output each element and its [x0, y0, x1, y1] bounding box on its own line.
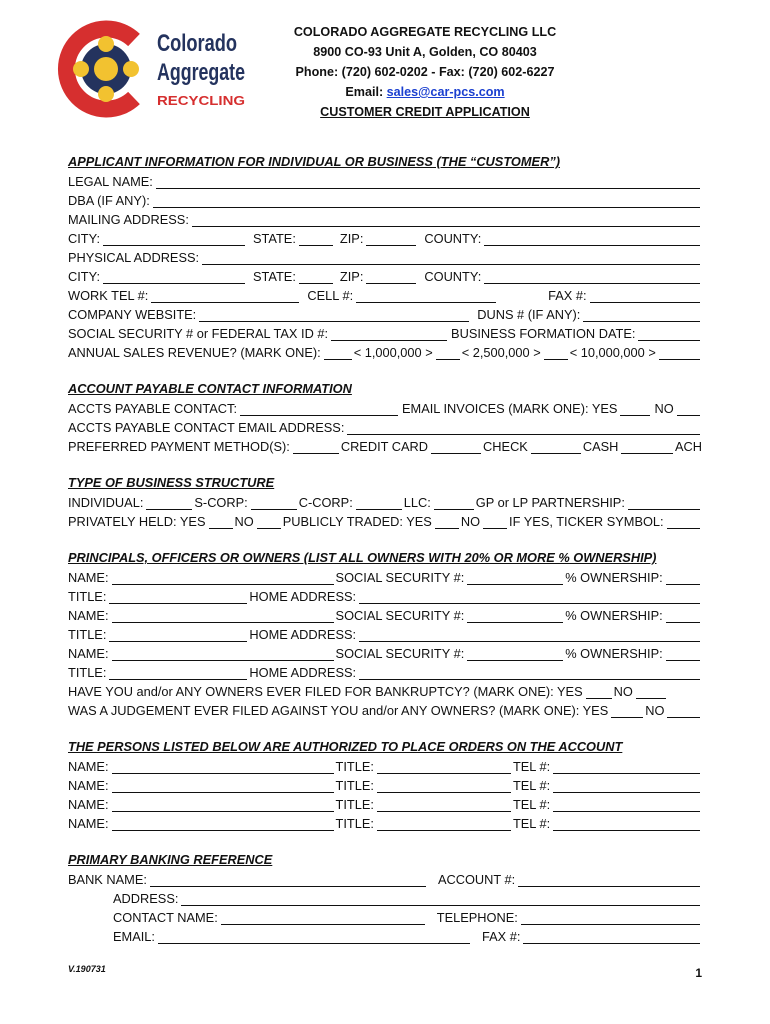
individual-field[interactable] [146, 496, 192, 510]
mailing-address-field[interactable] [192, 213, 700, 227]
logo-gold-dot-left [73, 61, 89, 77]
principal-3-name-field[interactable] [112, 647, 334, 661]
email-invoices-no-field[interactable] [677, 402, 700, 416]
credit-card-field[interactable] [293, 440, 339, 454]
ach-label: ACH [674, 439, 702, 454]
payment-method-label: PREFERRED PAYMENT METHOD(S): [68, 439, 290, 454]
public-no-field[interactable] [483, 515, 507, 529]
judgement-no-label: NO [645, 703, 665, 718]
authorized-name-label: NAME: [68, 797, 109, 812]
revenue-option-2: < 2,500,000 > [461, 345, 541, 360]
mailing-zip-field[interactable] [366, 232, 416, 246]
judgement-label: WAS A JUDGEMENT EVER FILED AGAINST YOU and/or ANY OWNERS? (MARK ONE): YES [68, 703, 609, 718]
logo-text-recycling: RECYCLING [157, 93, 245, 108]
dba-label: DBA (IF ANY): [68, 193, 150, 208]
private-yes-field[interactable] [209, 515, 233, 529]
bankruptcy-label: HAVE YOU and/or ANY OWNERS EVER FILED FOR BANKRUPTCY? (MARK ONE): YES [68, 684, 583, 699]
bank-name-label: BANK NAME: [68, 872, 147, 887]
authorized-3-tel-field[interactable] [553, 798, 700, 812]
work-tel-field[interactable] [151, 289, 299, 303]
authorized-4-row [68, 813, 702, 832]
logo-graphic [56, 18, 252, 118]
structure-heading: TYPE OF BUSINESS STRUCTURE [68, 475, 275, 490]
company-name: COLORADO AGGREGATE RECYCLING LLC [293, 25, 557, 39]
authorized-1-title-field[interactable] [377, 760, 511, 774]
cell-label: CELL #: [307, 288, 354, 303]
authorized-2-tel-field[interactable] [553, 779, 700, 793]
cell-field[interactable] [356, 289, 496, 303]
bank-account-label: ACCOUNT #: [437, 872, 516, 887]
logo-gold-dot-right [123, 61, 139, 77]
authorized-tel-label: TEL #: [512, 797, 551, 812]
state-label: STATE: [253, 231, 296, 246]
principal-3-ssn-field[interactable] [467, 647, 563, 661]
bank-email-field[interactable] [158, 930, 470, 944]
physical-zip-field[interactable] [366, 270, 416, 284]
principal-ssn-label: SOCIAL SECURITY #: [335, 570, 465, 585]
company-header [270, 22, 580, 122]
formation-date-label: BUSINESS FORMATION DATE: [451, 326, 636, 341]
principal-2-title-field[interactable] [109, 628, 247, 642]
mailing-address-label: MAILING ADDRESS: [68, 212, 189, 227]
bank-fax-label: FAX #: [481, 929, 521, 944]
physical-state-field[interactable] [299, 270, 333, 284]
tax-id-row [68, 323, 702, 342]
duns-field[interactable] [583, 308, 700, 322]
logo-gold-dot-bottom [98, 86, 114, 102]
public-yes-field[interactable] [435, 515, 459, 529]
check-field[interactable] [431, 440, 481, 454]
authorized-2-name-field[interactable] [112, 779, 334, 793]
bank-contact-field[interactable] [221, 911, 425, 925]
ownership-type-row [68, 511, 702, 530]
authorized-heading: THE PERSONS LISTED BELOW ARE AUTHORIZED TO PLACE ORDERS ON THE ACCOUNT [68, 739, 623, 754]
form-version: V.190731 [68, 964, 106, 974]
principal-home-label: HOME ADDRESS: [249, 665, 357, 680]
email-link[interactable]: sales@car-pcs.com [386, 85, 505, 99]
authorized-3-title-field[interactable] [377, 798, 511, 812]
phone-row [68, 285, 702, 304]
judgement-row [68, 700, 702, 719]
ccorp-label: C-CORP: [298, 495, 353, 510]
physical-address-row [68, 247, 702, 266]
authorized-title-label: TITLE: [335, 816, 374, 831]
gp-lp-field[interactable] [628, 496, 700, 510]
principal-1-ownership-field[interactable] [666, 571, 700, 585]
principal-name-label: NAME: [68, 608, 109, 623]
bank-email-row [68, 926, 702, 945]
authorized-3-row [68, 794, 702, 813]
bank-address-field[interactable] [181, 892, 700, 906]
principal-1-home-field[interactable] [359, 590, 700, 604]
company-phone-fax: Phone: (720) 602-0202 - Fax: (720) 602-6227 [295, 65, 555, 79]
mailing-county-field[interactable] [484, 232, 700, 246]
llc-field[interactable] [434, 496, 474, 510]
authorized-tel-label: TEL #: [512, 816, 551, 831]
dba-row [68, 190, 702, 209]
principal-1-title-field[interactable] [109, 590, 247, 604]
principal-home-label: HOME ADDRESS: [249, 627, 357, 642]
company-email-line [270, 82, 580, 102]
email-label: Email: [345, 85, 387, 99]
mailing-state-field[interactable] [299, 232, 333, 246]
payable-contact-field[interactable] [240, 402, 398, 416]
authorized-1-tel-field[interactable] [553, 760, 700, 774]
revenue-option-4-field[interactable] [659, 346, 700, 360]
private-no-label: NO [234, 514, 254, 529]
cash-label: CASH [582, 439, 619, 454]
principal-home-label: HOME ADDRESS: [249, 589, 357, 604]
ticker-label: IF YES, TICKER SYMBOL: [509, 514, 664, 529]
logo-text-colorado: Colorado [157, 30, 237, 57]
authorized-3-name-field[interactable] [112, 798, 334, 812]
zip-label: ZIP: [339, 231, 364, 246]
bankruptcy-no-field[interactable] [636, 685, 666, 699]
zip-label: ZIP: [339, 269, 364, 284]
formation-date-field[interactable] [638, 327, 700, 341]
county-label: COUNTY: [424, 269, 482, 284]
dba-field[interactable] [153, 194, 700, 208]
payable-email-label: ACCTS PAYABLE CONTACT EMAIL ADDRESS: [68, 420, 345, 435]
principal-title-label: TITLE: [68, 627, 107, 642]
credit-card-label: CREDIT CARD [340, 439, 429, 454]
application-form [68, 152, 702, 945]
principal-ownership-label: % OWNERSHIP: [565, 646, 663, 661]
judgement-yes-field[interactable] [611, 704, 643, 718]
city-label: CITY: [68, 269, 100, 284]
public-label: PUBLICLY TRADED: YES [282, 514, 432, 529]
legal-name-field[interactable] [156, 175, 700, 189]
authorized-title-label: TITLE: [335, 778, 374, 793]
principal-3-ownership-field[interactable] [666, 647, 700, 661]
private-no-field[interactable] [257, 515, 281, 529]
applicant-heading: APPLICANT INFORMATION FOR INDIVIDUAL OR BUSINESS (THE “CUSTOMER”) [68, 154, 560, 169]
revenue-option-3-field[interactable] [544, 346, 568, 360]
fax-field[interactable] [590, 289, 700, 303]
principal-3-row [68, 643, 702, 662]
private-label: PRIVATELY HELD: YES [68, 514, 206, 529]
legal-name-row [68, 171, 702, 190]
bank-fax-field[interactable] [523, 930, 700, 944]
state-label: STATE: [253, 269, 296, 284]
authorized-title-label: TITLE: [335, 797, 374, 812]
authorized-name-label: NAME: [68, 778, 109, 793]
principal-1-title-row [68, 586, 702, 605]
ticker-field[interactable] [667, 515, 700, 529]
principal-3-title-row [68, 662, 702, 681]
email-invoices-label: EMAIL INVOICES (MARK ONE): YES [402, 401, 618, 416]
principal-2-title-row [68, 624, 702, 643]
work-tel-label: WORK TEL #: [68, 288, 149, 303]
physical-county-field[interactable] [484, 270, 700, 284]
bank-name-row [68, 869, 702, 888]
physical-city-row [68, 266, 702, 285]
city-label: CITY: [68, 231, 100, 246]
mailing-city-field[interactable] [103, 232, 245, 246]
payment-method-row [68, 436, 702, 455]
bank-name-field[interactable] [150, 873, 426, 887]
bank-email-label: EMAIL: [113, 929, 155, 944]
principal-name-label: NAME: [68, 646, 109, 661]
principal-name-label: NAME: [68, 570, 109, 585]
revenue-option-3: < 10,000,000 > [569, 345, 656, 360]
principal-title-label: TITLE: [68, 665, 107, 680]
email-invoices-no-label: NO [654, 401, 674, 416]
page-number: 1 [695, 966, 702, 980]
authorized-2-title-field[interactable] [377, 779, 511, 793]
principal-3-title-field[interactable] [109, 666, 247, 680]
duns-label: DUNS # (IF ANY): [477, 307, 581, 322]
revenue-option-1-field[interactable] [324, 346, 352, 360]
principal-2-ownership-field[interactable] [666, 609, 700, 623]
authorized-name-label: NAME: [68, 816, 109, 831]
ssn-tax-label: SOCIAL SECURITY # or FEDERAL TAX ID #: [68, 326, 329, 341]
check-label: CHECK [483, 439, 528, 454]
authorized-2-row [68, 775, 702, 794]
payable-email-field[interactable] [347, 421, 700, 435]
bankruptcy-yes-field[interactable] [586, 685, 612, 699]
principal-ssn-label: SOCIAL SECURITY #: [335, 646, 465, 661]
bank-contact-row [68, 907, 702, 926]
payable-contact-row [68, 398, 702, 417]
authorized-1-row [68, 756, 702, 775]
bankruptcy-no-label: NO [613, 684, 633, 699]
bank-address-label: ADDRESS: [113, 891, 179, 906]
form-title: CUSTOMER CREDIT APPLICATION [320, 105, 530, 119]
banking-heading: PRIMARY BANKING REFERENCE [68, 852, 273, 867]
scorp-label: S-CORP: [194, 495, 248, 510]
bank-address-row [68, 888, 702, 907]
principal-1-ssn-field[interactable] [467, 571, 563, 585]
authorized-4-name-field[interactable] [112, 817, 334, 831]
individual-label: INDIVIDUAL: [68, 495, 144, 510]
bankruptcy-row [68, 681, 702, 700]
county-label: COUNTY: [424, 231, 482, 246]
authorized-name-label: NAME: [68, 759, 109, 774]
logo-gold-dot-top [98, 36, 114, 52]
payable-heading: ACCOUNT PAYABLE CONTACT INFORMATION [68, 381, 352, 396]
principal-title-label: TITLE: [68, 589, 107, 604]
logo-text-aggregate: Aggregate [157, 59, 245, 86]
company-address: 8900 CO-93 Unit A, Golden, CO 80403 [313, 45, 537, 59]
bank-contact-label: CONTACT NAME: [113, 910, 218, 925]
authorized-4-title-field[interactable] [377, 817, 511, 831]
website-field[interactable] [199, 308, 469, 322]
judgement-no-field[interactable] [667, 704, 700, 718]
principal-2-row [68, 605, 702, 624]
principal-ssn-label: SOCIAL SECURITY #: [335, 608, 465, 623]
physical-city-field[interactable] [103, 270, 245, 284]
authorized-tel-label: TEL #: [512, 759, 551, 774]
company-logo [56, 18, 252, 118]
bank-telephone-label: TELEPHONE: [436, 910, 518, 925]
authorized-1-name-field[interactable] [112, 760, 334, 774]
scorp-field[interactable] [251, 496, 297, 510]
revenue-option-1: < 1,000,000 > [353, 345, 433, 360]
physical-address-field[interactable] [202, 251, 700, 265]
ccorp-field[interactable] [356, 496, 402, 510]
ach-field[interactable] [621, 440, 673, 454]
bank-account-field[interactable] [518, 873, 700, 887]
payable-email-row [68, 417, 702, 436]
email-invoices-yes-field[interactable] [620, 402, 650, 416]
mailing-address-row [68, 209, 702, 228]
principal-1-name-field[interactable] [112, 571, 334, 585]
revenue-option-2-field[interactable] [436, 346, 460, 360]
bank-telephone-field[interactable] [521, 911, 700, 925]
public-no-label: NO [460, 514, 481, 529]
fax-label: FAX #: [548, 288, 587, 303]
legal-name-label: LEGAL NAME: [68, 174, 153, 189]
website-label: COMPANY WEBSITE: [68, 307, 197, 322]
principal-1-row [68, 567, 702, 586]
payable-contact-label: ACCTS PAYABLE CONTACT: [68, 401, 237, 416]
authorized-tel-label: TEL #: [512, 778, 551, 793]
authorized-title-label: TITLE: [335, 759, 374, 774]
gp-lp-label: GP or LP PARTNERSHIP: [475, 495, 625, 510]
principal-2-home-field[interactable] [359, 628, 700, 642]
revenue-label: ANNUAL SALES REVENUE? (MARK ONE): [68, 345, 321, 360]
principal-2-ssn-field[interactable] [467, 609, 563, 623]
website-row [68, 304, 702, 323]
ssn-tax-field[interactable] [331, 327, 447, 341]
mailing-city-row [68, 228, 702, 247]
structure-type-row [68, 492, 702, 511]
logo-gold-center [94, 57, 118, 81]
physical-address-label: PHYSICAL ADDRESS: [68, 250, 200, 265]
revenue-row [68, 342, 702, 361]
principal-2-name-field[interactable] [112, 609, 334, 623]
principal-ownership-label: % OWNERSHIP: [565, 570, 663, 585]
principal-3-home-field[interactable] [359, 666, 700, 680]
principals-heading: PRINCIPALS, OFFICERS OR OWNERS (LIST ALL OWNERS WITH 20% OR MORE % OWNERSHIP) [68, 550, 657, 565]
cash-field[interactable] [531, 440, 581, 454]
authorized-4-tel-field[interactable] [553, 817, 700, 831]
llc-label: LLC: [403, 495, 431, 510]
principal-ownership-label: % OWNERSHIP: [565, 608, 663, 623]
